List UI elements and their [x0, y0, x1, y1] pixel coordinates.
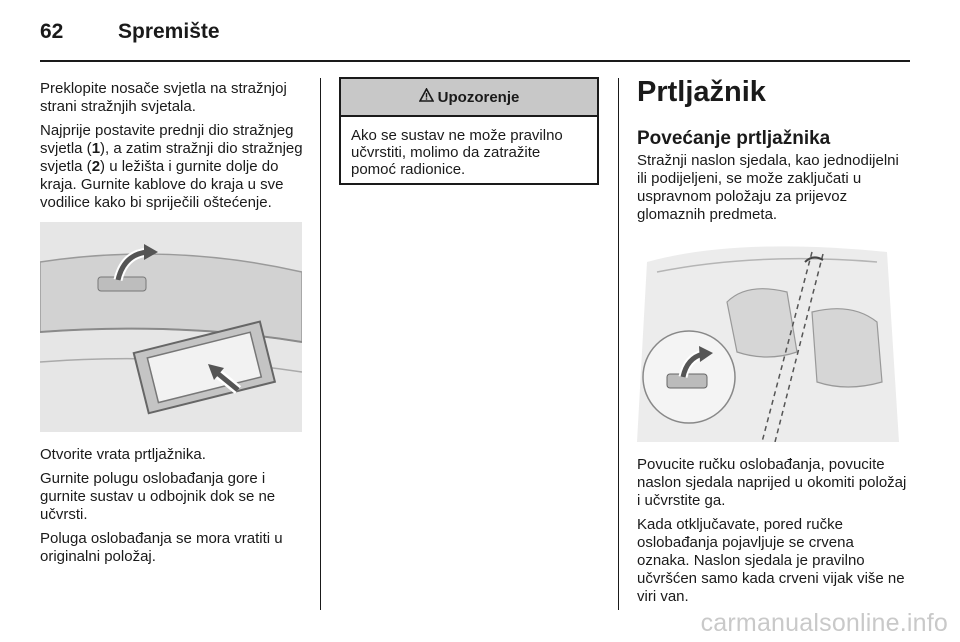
watermark: carmanualsonline.info — [700, 609, 948, 637]
warning-header — [341, 79, 597, 117]
paragraph: Kada otključavate, pored ručke oslobađanja pojavljuje se crvena oznaka. Naslon sjedala je pravilno učvršćen samo kada crveni vijak više ne viri van. — [637, 516, 905, 605]
warning-title: Upozorenje — [437, 88, 520, 106]
paragraph: Povucite ručku oslobađanja, povucite naslon sjedala naprijed u okomiti položaj i učvrstite ga. — [637, 456, 907, 509]
header-rule — [40, 60, 910, 62]
column-divider-left — [320, 78, 321, 610]
text-run: ), a zatim stražnji dio stražnjeg svjetla ( — [40, 140, 303, 175]
callout-number: 2 — [91, 158, 101, 175]
warning-text: Ako se sustav ne može pravilno učvrstiti, molimo da zatražite pomoć radionice. — [351, 127, 563, 178]
section-subheading: Povećanje prtljažnika — [637, 128, 831, 149]
warning-box — [339, 77, 599, 185]
paragraph: Preklopite nosače svjetla na stražnjoj strani stražnjih svjetala. — [40, 80, 287, 115]
section-heading: Prtljažnik — [637, 76, 766, 108]
paragraph: Stražnji naslon sjedala, kao jednodijelni ili podijeljeni, se može zaključati u uspravnom položaju za prijevoz glomaznih predmeta. — [637, 152, 899, 223]
paragraph: Gurnite polugu oslobađanja gore i gurnite sustav u odbojnik dok se ne učvrsti. — [40, 470, 276, 523]
warning-triangle-icon — [419, 88, 434, 106]
paragraph: Otvorite vrata prtljažnika. — [40, 446, 206, 463]
paragraph: Poluga oslobađanja se mora vratiti u originalni položaj. — [40, 530, 283, 565]
column-divider-right — [618, 78, 619, 610]
column-left — [40, 80, 308, 572]
callout-number: 1 — [91, 140, 101, 157]
rear-seat-backrest-illustration — [637, 232, 899, 442]
page-title: Spremište — [118, 20, 220, 43]
text-run: Najprije postavite prednji dio stražnjeg svjetla ( — [40, 122, 294, 157]
paragraph — [40, 122, 308, 212]
page-header — [40, 16, 910, 60]
page-number: 62 — [40, 20, 64, 43]
text-run: ) u ležišta i gurnite dolje do kraja. Gurnite kablove do kraja u sve vodilice kako bi spriječili oštećenje. — [40, 158, 284, 211]
column-right — [637, 76, 909, 612]
tail-light-carrier-illustration — [40, 222, 302, 432]
